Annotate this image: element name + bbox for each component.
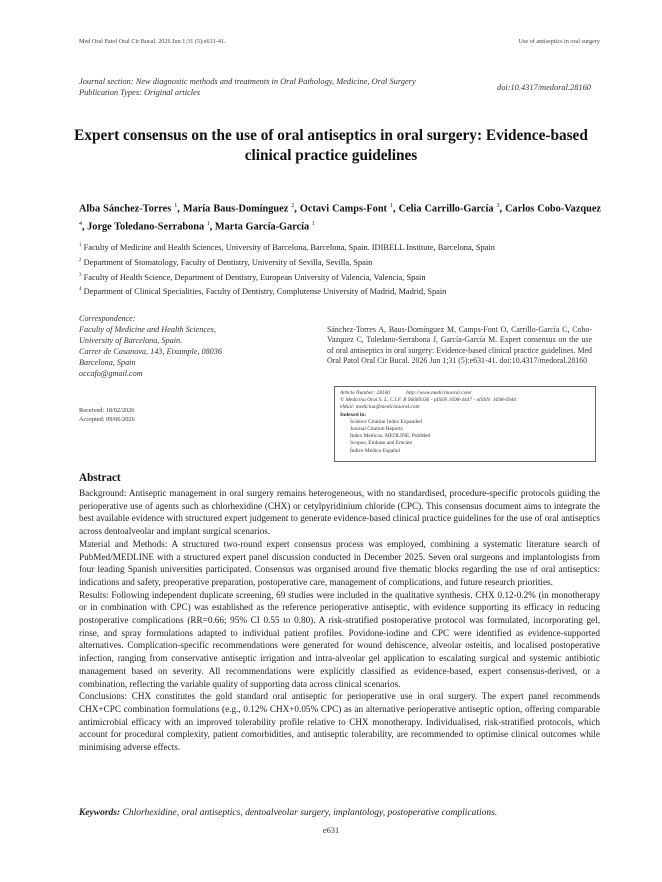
- correspondence: [79, 313, 222, 380]
- author-name: Marta García-García: [214, 221, 310, 233]
- correspondence-line: Faculty of Medicine and Health Sciences,: [79, 325, 216, 335]
- copyright-line: © Medicina Oral S. L. C.I.F. B 96689336 - pISSN 1698-4447 - eISSN: 1698-6946: [340, 397, 517, 404]
- article-number-line: Article Number: 28160 http://www.medicinaoral.com/: [340, 390, 472, 396]
- index-item: Index Medicus, MEDLINE, PubMed: [350, 433, 431, 440]
- keywords-text: Chlorhexidine, oral antiseptics, dentoalveolar surgery, implantology, postoperative complications.: [122, 808, 498, 818]
- page-number: e631: [322, 826, 340, 835]
- keywords: [79, 808, 600, 818]
- affiliation-item: [79, 283, 619, 298]
- running-header-left: Med Oral Patol Oral Cir Bucal. 2026 Jun 1;31 (5):e631-41.: [79, 38, 226, 45]
- received-date: Received: 18/02/2026: [79, 407, 135, 414]
- affiliation-number: 4: [79, 287, 82, 293]
- accepted-date: Accepted: 09/06/2026: [79, 415, 135, 423]
- correspondence-line: University of Barcelona, Spain.: [79, 336, 183, 346]
- abstract-conclusions: Conclusions: CHX constitutes the gold standard oral antiseptic for perioperative use in oral surgery. The expert panel recommends CHX+CPC combination formulations (e.g., 0.12% CHX+0.05% CPC) as an alternative perioperative antiseptic option, offering comparable antimicrobial efficacy with an improved tolerability profile relative to CHX monotherapy. Individualised, risk-stratified protocols, which account for procedural complexity, patient comorbidities, and antiseptic tolerability, are recommended to optimise clinical outcomes while minimising adverse effects.: [79, 691, 600, 753]
- author-name: Jorge Toledano-Serrabona: [87, 221, 205, 233]
- author-name: Carlos Cobo-Vazquez: [505, 203, 601, 215]
- journal-section: Journal section: New diagnostic methods and treatments in Oral Pathology, Medicine, Oral Surgery: [79, 77, 416, 86]
- index-item: Journal Citation Reports: [350, 426, 403, 433]
- author-list: Alba Sánchez-Torres $^1$, María Baus-Domínguez $^2$, Octavi Camps-Font $^1$, Celia Carrillo-García $^3$, Carlos Cobo-Vazquez $^4$, Jorge Toledano-Serrabona $^1$, Marta García-García $^1$: [79, 203, 601, 233]
- email-line: eMail: medicina@medicinaoral.com: [340, 404, 420, 411]
- publication-types: Publication Types: Original articles: [79, 87, 201, 97]
- affiliation-text: Faculty of Health Science, Department of Dentistry, European University of Valencia, Valencia, Spain: [83, 272, 426, 282]
- index-item: Science Citation Index Expanded: [350, 418, 423, 425]
- author-affiliation-mark: 2: [291, 203, 295, 209]
- affiliation-text: Faculty of Medicine and Health Sciences, University of Barcelona, Barcelona, Spain. IDIBELL Institute, Barcelona, Spain: [83, 242, 495, 252]
- correspondence-line: Carrer de Casanova, 143, Eixample, 08036: [79, 347, 222, 357]
- abstract-methods: Material and Methods: A structured two-round expert consensus process was employed, combining a systematic literature search of PubMed/MEDLINE with a structured expert panel discussion conducted in December 2025. Seven oral surgeons and implantologists from four leading Spanish universities participated. Consensus was organised around five thematic blocks regarding the use of oral antiseptics: indications and safety, preoperative preparation, postoperative care, management of complications, and future research priorities.: [79, 538, 600, 587]
- author-affiliation-mark: 4: [79, 220, 82, 227]
- abstract-background: Background: Antiseptic management in oral surgery remains heterogeneous, with no standardised, procedure-specific protocols guiding the perioperative use of agents such as chlorhexidine (CHX) or cetylpyridinium chloride (CPC). This consensus document aims to integrate the best available evidence with structured expert judgement to generate evidence-based clinical practice guidelines for the use of oral antiseptics across dentoalveolar and implant surgical scenarios.: [79, 488, 600, 537]
- citation: Sánchez-Torres A, Baus-Domínguez M, Camps-Font O, Carrillo-García C, Cobo-Vazquez C, Toledano-Serrabona J, García-García M. Expert consensus on the use of oral antiseptics in oral surgery: Evidence-based clinical practice guidelines. Med Oral Patol Oral Cir Bucal. 2026 Jun 1;31 (5):e631-41. doi:10.4317/medoral.28160: [327, 325, 592, 365]
- author-name: Alba Sánchez-Torres: [79, 203, 172, 215]
- affiliation-item: [79, 269, 619, 284]
- keywords-label: Keywords:: [79, 808, 121, 818]
- article-title: Expert consensus on the use of oral antiseptics in oral surgery: Evidence-based clinical practice guidelines: [74, 127, 588, 164]
- author-name: Octavi Camps-Font: [299, 203, 387, 215]
- running-header-right: Use of antiseptics in oral surgery: [518, 38, 600, 45]
- index-item: Índice Médico Español: [350, 447, 400, 454]
- journal-meta: [79, 77, 416, 98]
- abstract-heading: Abstract: [79, 472, 121, 484]
- abstract-body: [79, 487, 600, 754]
- affiliation-item: [79, 254, 619, 269]
- affiliation-text: Department of Clinical Specialities, Faculty of Dentistry, Complutense University of Madrid, Madrid, Spain: [83, 287, 447, 297]
- indexed-label: Indexed in:: [340, 411, 367, 418]
- index-item: Scopus, Embase and Emcare: [350, 440, 413, 447]
- affiliation-item: [79, 239, 619, 254]
- article-dates: [79, 407, 135, 424]
- correspondence-line: Barcelona, Spain: [79, 358, 136, 368]
- affiliation-number: 2: [79, 257, 82, 263]
- author-affiliation-mark: 3: [496, 203, 500, 209]
- correspondence-email[interactable]: occafo@gmail.com: [79, 369, 143, 379]
- author-affiliation-mark: 1: [206, 220, 210, 227]
- doi: doi:10.4317/medoral.28160: [497, 83, 591, 92]
- author-affiliation-mark: 1: [174, 203, 178, 209]
- journal-info-box: [334, 386, 596, 462]
- author-name: María Baus-Domínguez: [182, 203, 289, 215]
- author-name: Celia Carrillo-García: [398, 203, 494, 215]
- abstract-results: Results: Following independent duplicate screening, 69 studies were included in the qualitative synthesis. CHX 0.12-0.2% (in monotherapy or in combination with CPC) was established as the reference perioperative antiseptic, with evidence supporting its efficacy in reducing postoperative complications (RR=0.66; 95% CI 0.55 to 0.80). A risk-stratified postoperative protocol was formulated, incorporating gel, rinse, and spray formulations adapted to individual patient profiles. Povidone-iodine and CPC were identified as evidence-supported alternatives. Complication-specific recommendations were generated for wound dehiscence, alveolar osteitis, and localised postoperative infection, ranging from conservative antiseptic irrigation and intra-alveolar gel application to escalating surgical and systemic antibiotic management based on severity. All recommendations were explicitly classified as evidence-based, expert consensus-derived, or a combination, reflecting the variable quality of supporting data across clinical scenarios.: [79, 589, 600, 689]
- affiliation-number: 3: [79, 272, 82, 278]
- affiliations: [79, 239, 619, 298]
- affiliation-number: 1: [79, 243, 82, 248]
- author-affiliation-mark: 1: [390, 203, 394, 209]
- correspondence-label: Correspondence:: [79, 314, 136, 323]
- author-affiliation-mark: 1: [311, 220, 315, 227]
- affiliation-text: Department of Stomatology, Faculty of Dentistry, University of Sevilla, Sevilla, Spain: [83, 257, 373, 267]
